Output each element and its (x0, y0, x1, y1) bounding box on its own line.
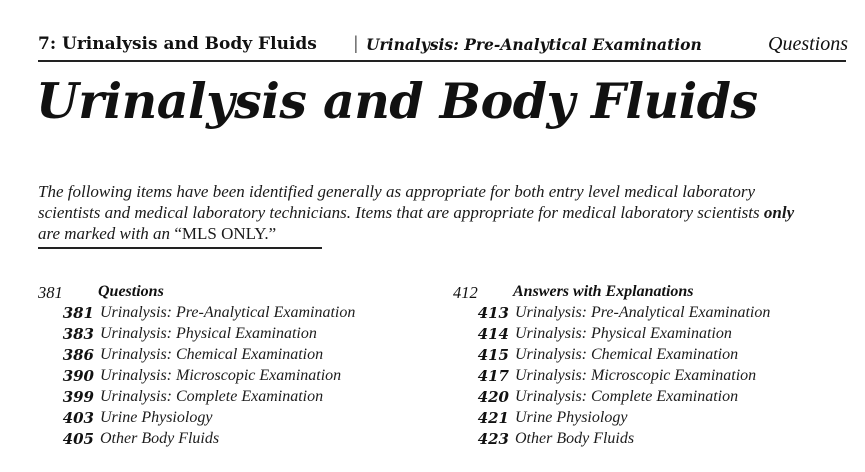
toc-entry[interactable] (453, 345, 853, 366)
toc-entry-title: Urine Physiology (515, 409, 628, 426)
intro-paragraph (38, 181, 853, 244)
running-header-label: Questions (768, 33, 848, 55)
toc-entry[interactable] (38, 324, 438, 345)
toc-entry[interactable] (453, 408, 853, 429)
toc-page-number: 403 (62, 409, 94, 427)
toc-entry-title: Urinalysis: Chemical Examination (100, 346, 324, 363)
toc-entry-title: Urinalysis: Microscopic Examination (100, 367, 342, 384)
toc-entry-title: Urine Physiology (100, 409, 213, 426)
toc-entry-title: Urinalysis: Physical Examination (100, 325, 317, 342)
intro-line-1: The following items have been identified generally as appropriate for both entry level medical laboratory (38, 182, 756, 201)
answers-contents (453, 283, 853, 450)
running-header-chapter: 7: Urinalysis and Body Fluids (38, 34, 317, 54)
answers-heading[interactable] (453, 283, 853, 303)
questions-heading[interactable] (38, 283, 438, 303)
running-header-separator: | (354, 33, 358, 54)
toc-entry-title: Other Body Fluids (100, 430, 220, 447)
toc-entry-title: Other Body Fluids (515, 430, 635, 447)
toc-page-number: 423 (477, 430, 509, 448)
toc-page-number: 414 (477, 325, 509, 343)
answers-list (453, 303, 853, 450)
toc-entry[interactable] (38, 408, 438, 429)
toc-entry[interactable] (453, 303, 853, 324)
toc-entry-title: Urinalysis: Physical Examination (515, 325, 732, 342)
toc-page-number: 420 (477, 388, 509, 406)
chapter-title: Urinalysis and Body Fluids (36, 72, 758, 130)
toc-entry-title: Urinalysis: Pre-Analytical Examination (515, 304, 771, 321)
toc-page-number: 383 (62, 325, 94, 343)
toc-page-number: 399 (62, 388, 94, 406)
intro-line-2 (38, 202, 853, 223)
toc-entry[interactable] (38, 387, 438, 408)
toc-entry[interactable] (38, 345, 438, 366)
answers-heading-title: Answers with Explanations (513, 283, 694, 300)
toc-entry[interactable] (38, 303, 438, 324)
toc-page-number: 390 (62, 367, 94, 385)
toc-entry-title: Urinalysis: Complete Examination (100, 388, 324, 405)
toc-entry[interactable] (453, 387, 853, 408)
toc-page-number: 415 (477, 346, 509, 364)
intro-underline (38, 247, 322, 249)
questions-list (38, 303, 438, 450)
header-rule (38, 60, 846, 62)
intro-emphasis: only (763, 203, 795, 222)
questions-contents (38, 283, 438, 450)
toc-entry-title: Urinalysis: Pre-Analytical Examination (100, 304, 356, 321)
questions-heading-title: Questions (98, 283, 164, 300)
toc-entry-title: Urinalysis: Chemical Examination (515, 346, 739, 363)
toc-entry[interactable] (38, 366, 438, 387)
answers-heading-page: 412 (453, 283, 478, 302)
toc-entry-title: Urinalysis: Microscopic Examination (515, 367, 757, 384)
toc-entry-title: Urinalysis: Complete Examination (515, 388, 739, 405)
intro-line-3-text: are marked with an (38, 224, 175, 243)
toc-page-number: 417 (477, 367, 509, 385)
toc-entry[interactable] (453, 366, 853, 387)
toc-page-number: 413 (477, 304, 509, 322)
toc-entry[interactable] (453, 324, 853, 345)
toc-entry[interactable] (38, 429, 438, 450)
intro-line-3 (38, 223, 853, 244)
mls-only-marker: “MLS ONLY.” (174, 224, 277, 243)
toc-entry[interactable] (453, 429, 853, 450)
questions-heading-page: 381 (38, 283, 63, 302)
running-header (38, 32, 848, 58)
toc-page-number: 381 (62, 304, 94, 322)
intro-line-2-text: scientists and medical laboratory technicians. Items that are appropriate for medical laboratory scientists (38, 203, 764, 222)
toc-page-number: 405 (62, 430, 94, 448)
toc-page-number: 386 (62, 346, 94, 364)
toc-page-number: 421 (477, 409, 509, 427)
running-header-section: Urinalysis: Pre-Analytical Examination (366, 35, 702, 54)
